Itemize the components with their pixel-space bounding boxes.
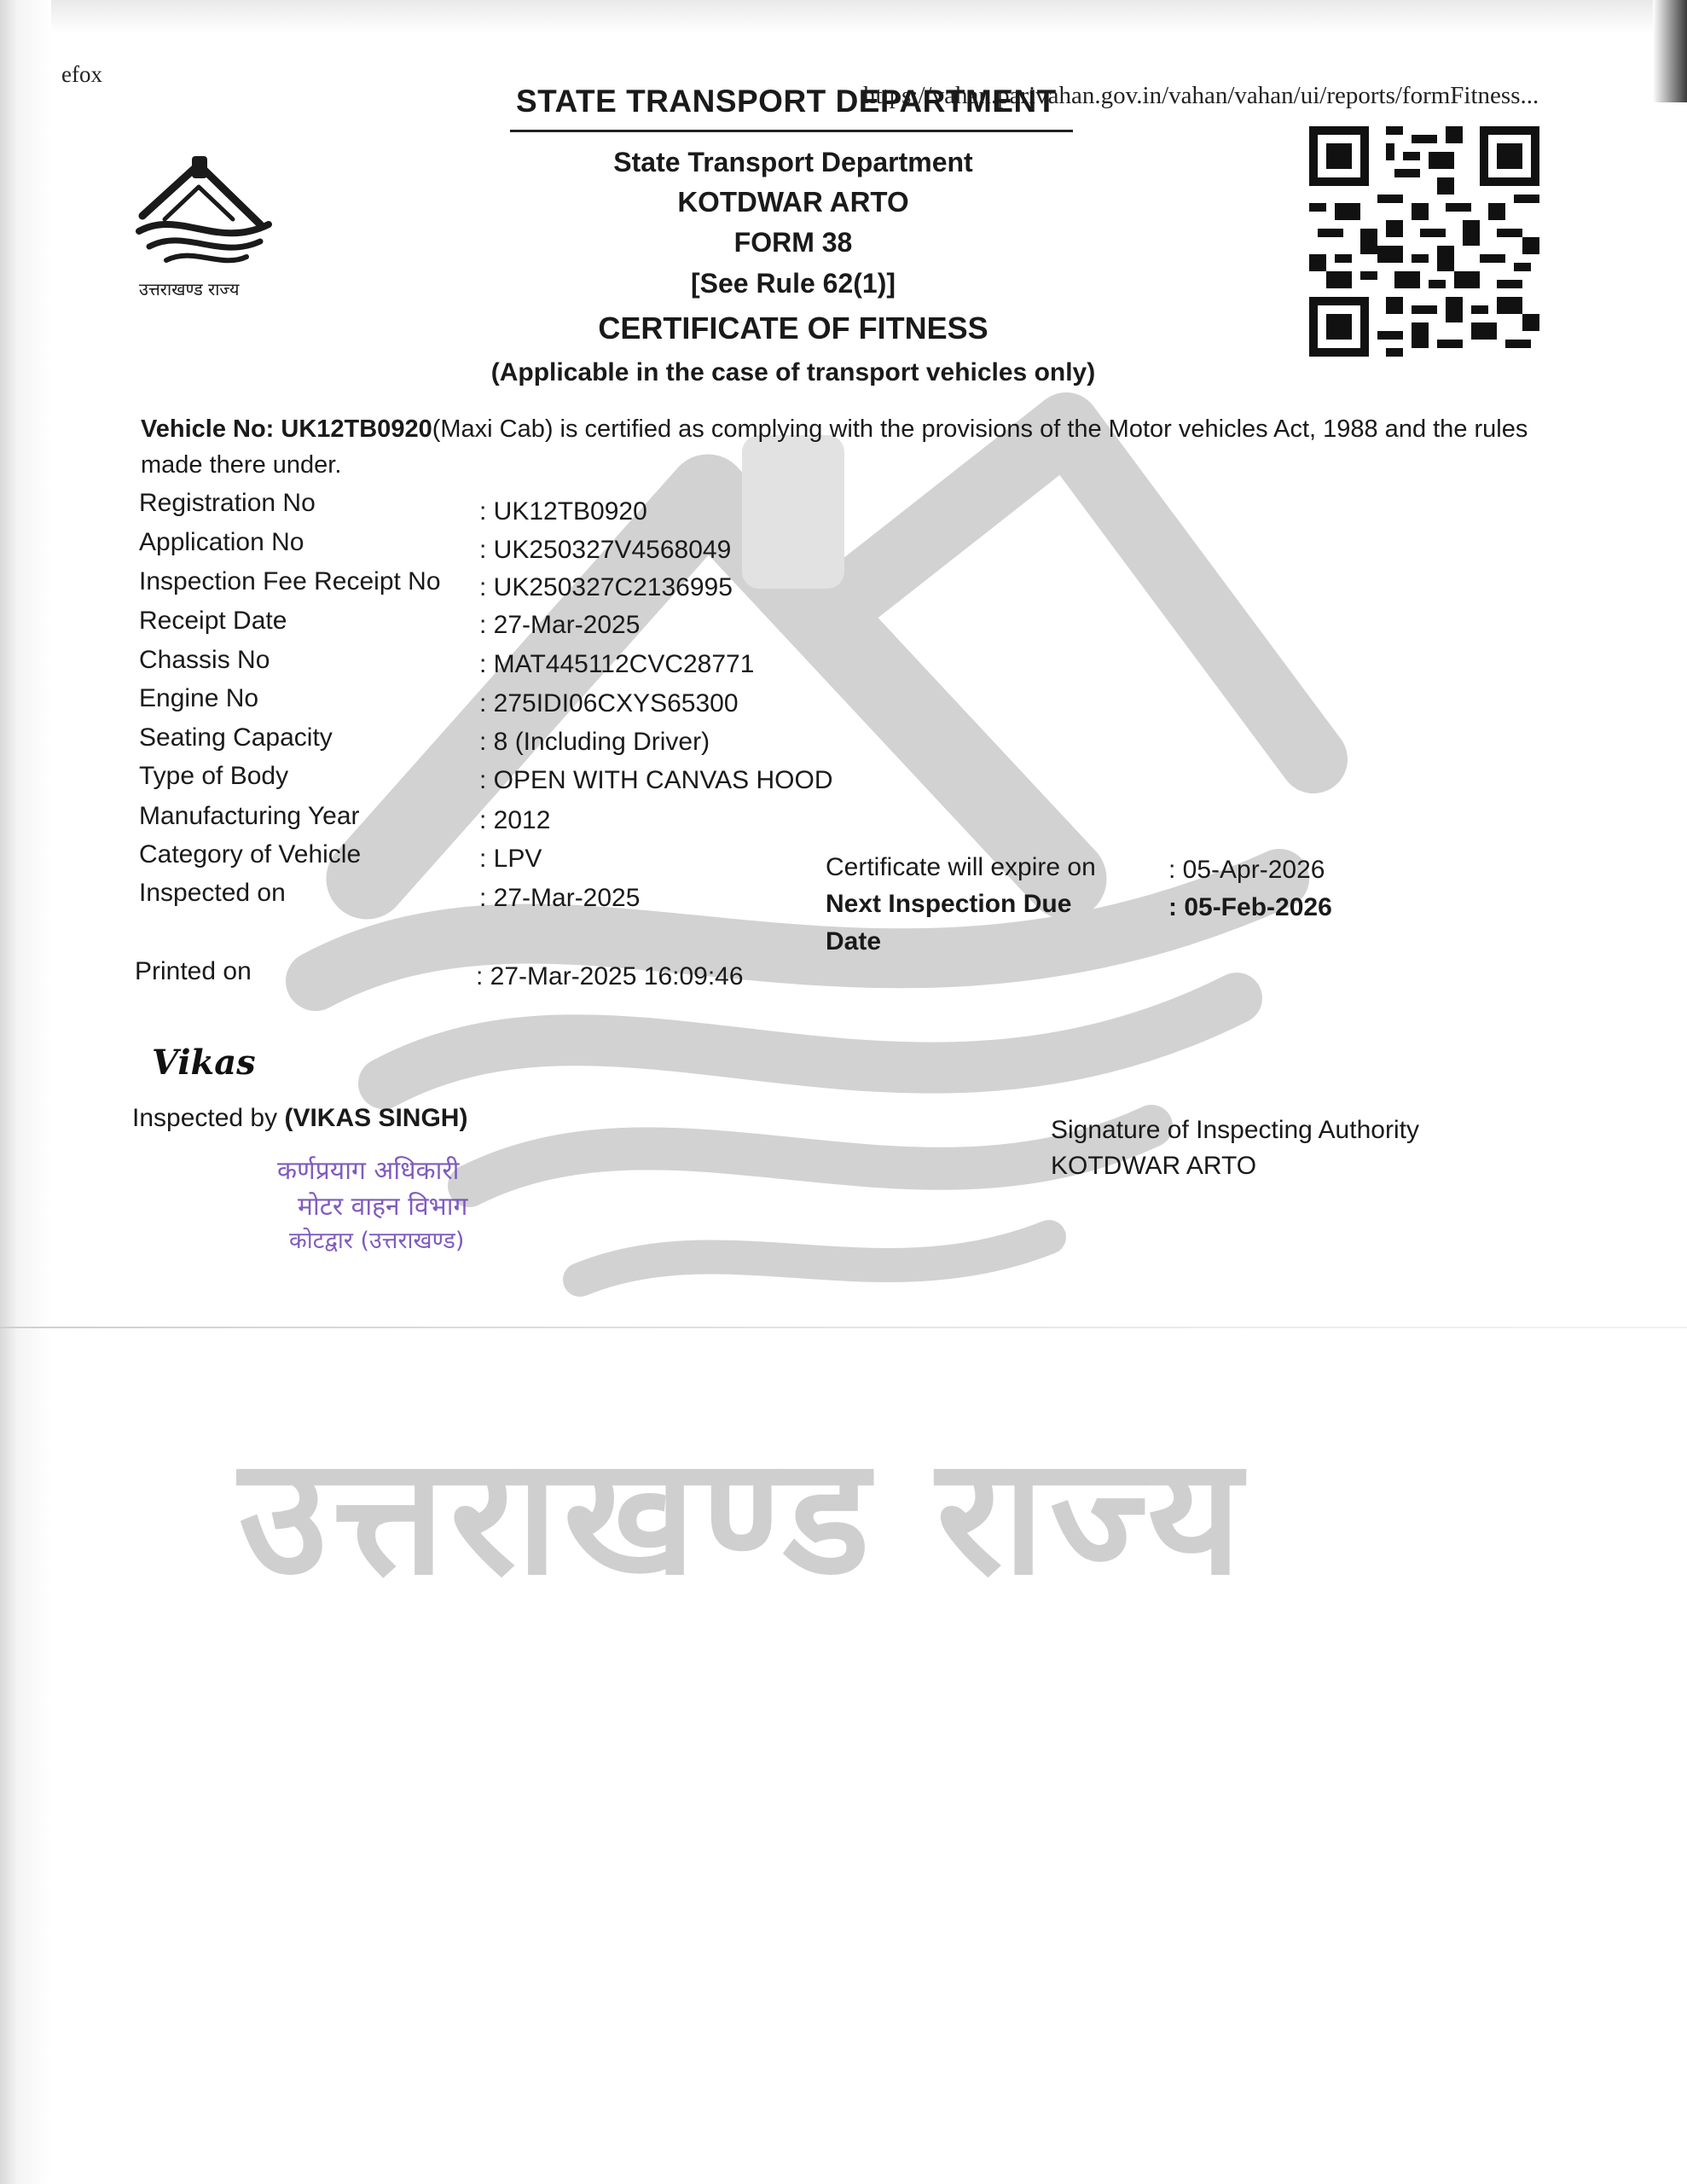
department-name: State Transport Department: [613, 147, 973, 177]
statement-text: (Maxi Cab) is certified as complying with the provisions of the Motor vehicles Act, 1988 and the rules made there under.: [141, 415, 1528, 479]
qr-code[interactable]: [1309, 126, 1539, 357]
registration-no-label: Registration No: [139, 489, 316, 517]
scan-edge-left: [0, 0, 51, 2184]
next-inspection-value: : 05-Feb-2026: [1168, 893, 1332, 921]
stamp-line-1: कर्णप्रयाग अधिकारी: [277, 1156, 460, 1186]
manufacturing-year-label: Manufacturing Year: [139, 802, 360, 830]
form-number: FORM 38: [733, 227, 853, 258]
printed-on-value: : 27-Mar-2025 16:09:46: [476, 962, 744, 990]
engine-no-label: Engine No: [139, 684, 259, 712]
svg-text:Vikas: Vikas: [152, 1043, 256, 1083]
next-inspection-label-cont: Date: [826, 927, 882, 956]
chassis-no-value: : MAT445112CVC28771: [479, 650, 755, 678]
title-underline: [510, 130, 1073, 132]
expiry-label: Certificate will expire on: [826, 853, 1096, 881]
inspected-on-label: Inspected on: [139, 879, 286, 907]
engine-no-value: : 275IDI06CXYS65300: [479, 689, 739, 717]
inspector-signature: [150, 1037, 256, 1088]
category-value: : LPV: [479, 845, 542, 873]
category-label: Category of Vehicle: [139, 840, 362, 868]
authority-signature-label: Signature of Inspecting Authority: [1051, 1116, 1419, 1144]
seating-capacity-value: : 8 (Including Driver): [479, 728, 710, 756]
certificate-title: CERTIFICATE OF FITNESS: [598, 311, 988, 346]
inspector-name: (VIKAS SINGH): [284, 1104, 468, 1132]
printed-on-label: Printed on: [135, 957, 252, 985]
authority-office: KOTDWAR ARTO: [1051, 1152, 1257, 1180]
uttarakhand-logo: [132, 149, 277, 307]
chassis-no-label: Chassis No: [139, 646, 270, 674]
fee-receipt-no-value: : UK250327C2136995: [479, 573, 733, 601]
inspected-by-prefix: Inspected by: [132, 1104, 285, 1132]
browser-app-label: efox: [61, 61, 102, 87]
receipt-date-label: Receipt Date: [139, 607, 287, 635]
stamp-line-2: मोटर वाहन विभाग: [298, 1192, 468, 1222]
page-url[interactable]: https://vahan.parivahan.gov.in/vahan/vahan/ui/reports/formFitness...: [863, 82, 1539, 109]
official-stamp: [277, 1152, 559, 1263]
emblem-icon: [132, 149, 277, 277]
scan-edge-right: [1653, 0, 1687, 102]
scan-edge-top: [0, 0, 1687, 32]
logo-caption: उत्तराखण्ड राज्य: [139, 279, 240, 299]
stamp-line-3: कोटद्वार (उत्तराखण्ड): [289, 1228, 465, 1254]
rule-reference: [See Rule 62(1)]: [690, 268, 896, 299]
fee-receipt-no-label: Inspection Fee Receipt No: [139, 567, 441, 595]
watermark-text: उत्तराखण्ड राज्य: [239, 1422, 1247, 1611]
top-title: STATE TRANSPORT DEPARTMENT: [516, 84, 1057, 119]
manufacturing-year-value: : 2012: [479, 806, 551, 834]
seating-capacity-label: Seating Capacity: [139, 723, 333, 752]
applicability-note: (Applicable in the case of transport vehicles only): [490, 358, 1096, 386]
expiry-value: : 05-Apr-2026: [1168, 856, 1325, 884]
type-of-body-value: : OPEN WITH CANVAS HOOD: [479, 766, 833, 794]
receipt-date-value: : 27-Mar-2025: [479, 611, 641, 639]
vehicle-number: Vehicle No: UK12TB0920: [141, 415, 432, 443]
application-no-value: : UK250327V4568049: [479, 536, 732, 564]
certification-statement: [141, 411, 1539, 483]
application-no-label: Application No: [139, 528, 304, 556]
type-of-body-label: Type of Body: [139, 762, 289, 790]
inspected-on-value: : 27-Mar-2025: [479, 884, 641, 912]
office-name: KOTDWAR ARTO: [677, 186, 909, 218]
next-inspection-label: Next Inspection Due: [826, 890, 1072, 918]
inspected-by: [132, 1104, 467, 1133]
registration-no-value: : UK12TB0920: [479, 497, 647, 526]
